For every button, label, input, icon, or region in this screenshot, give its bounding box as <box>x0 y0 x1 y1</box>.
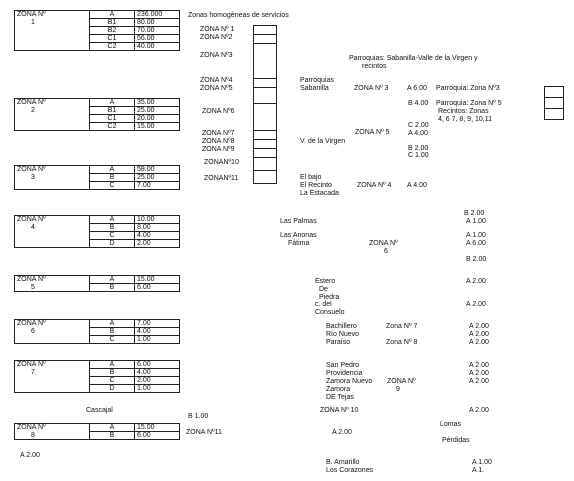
value-a: A 2.00 <box>469 323 489 330</box>
zone-label-3: ZONA Nº3 <box>200 52 233 59</box>
page-heading: Zonas homogéneas de servicios <box>188 12 289 19</box>
estero-label: Estero <box>315 278 336 285</box>
box-cell <box>254 26 277 35</box>
zone-cell <box>15 27 90 35</box>
table-row <box>15 182 180 190</box>
value-b: B 2.00 <box>466 256 487 263</box>
table-row <box>15 328 180 336</box>
value-a: A 2.00 <box>469 407 489 414</box>
value-cell: 4.00 <box>135 328 180 336</box>
table-row <box>15 276 180 284</box>
zone-cell: 8 <box>15 432 90 440</box>
value-cell: 2.00 <box>135 240 180 248</box>
value-a: A 2.00 <box>469 378 489 385</box>
class-cell: B <box>90 284 135 292</box>
zone-table <box>14 360 180 393</box>
fatima-label: Fátima <box>288 240 310 247</box>
box-cell <box>254 158 277 171</box>
zona5-label: ZONA Nº 5 <box>355 129 390 136</box>
class-cell: C <box>90 336 135 344</box>
value-b: B 2.00 <box>464 210 485 217</box>
class-cell: B <box>90 369 135 377</box>
las-palmas-label: Las Palmas <box>280 218 317 225</box>
zone-cell: 4 <box>15 224 90 232</box>
class-cell: A <box>90 11 135 19</box>
box-cell <box>254 171 277 184</box>
rio-nuevo-label: Río Nuevo <box>326 331 360 338</box>
value-a: A 2.00 <box>20 452 40 459</box>
value-b: B 4.00 <box>408 100 429 107</box>
value-cell: 70.00 <box>135 27 180 35</box>
zone-cell <box>15 385 90 393</box>
value-a: A 4.00 <box>407 182 427 189</box>
value-a: A 1.00 <box>466 218 486 225</box>
table-row <box>15 115 180 123</box>
value-b: B 1.00 <box>188 413 209 420</box>
table-row <box>15 369 180 377</box>
value-cell: 15.00 <box>135 424 180 432</box>
value-cell: 56.00 <box>135 35 180 43</box>
value-a: A 2.00 <box>466 278 486 285</box>
piedra-label: Piedra <box>319 294 340 301</box>
zone-cell: ZONA Nº <box>15 424 90 432</box>
class-cell: C2 <box>90 43 135 51</box>
table-row <box>15 11 180 19</box>
zona10-label: ZONA Nº 10 <box>320 407 359 414</box>
parroquia-zona5: Parroquia: Zona Nº 5 <box>436 100 502 107</box>
zone-cell: 3 <box>15 174 90 182</box>
value-a: A 2.00 <box>469 362 489 369</box>
class-cell: C1 <box>90 115 135 123</box>
table-row <box>15 432 180 440</box>
value-cell: 7.00 <box>135 182 180 190</box>
table-row <box>15 284 180 292</box>
box-cell <box>254 79 277 88</box>
value-a: A 4.00 <box>408 130 428 137</box>
class-cell: C <box>90 232 135 240</box>
zone-cell <box>15 182 90 190</box>
zone-table <box>14 423 180 440</box>
table-row <box>15 35 180 43</box>
value-b: B 2.00 <box>408 145 429 152</box>
value-cell: 4.00 <box>135 369 180 377</box>
zone-cell: ZONA Nº <box>15 361 90 369</box>
zone-cell: ZONA Nº <box>15 99 90 107</box>
zona7-label: Zona Nº 7 <box>386 323 418 330</box>
san-pedro-label: San Pedro <box>326 362 360 369</box>
valle-label: V. de la Virgen <box>300 138 346 145</box>
value-a: A 2.00 <box>469 331 489 338</box>
table-row <box>15 377 180 385</box>
recintos-label: Recintos: Zonas <box>438 108 489 115</box>
zone-label-8: ZONA Nº8 <box>202 138 235 145</box>
zone-cell: ZONA Nº <box>15 11 90 19</box>
zone-label-11: ZONANº11 <box>204 175 239 182</box>
box-cell <box>545 109 564 120</box>
class-cell: A <box>90 99 135 107</box>
parish-note: Parroquias: Sabanilla-Valle de la Virgen y <box>349 55 478 62</box>
las-anonas-label: Las Anonas <box>280 232 317 239</box>
class-cell: C1 <box>90 35 135 43</box>
consuelo-label: Consuelo <box>315 309 345 316</box>
table-row <box>15 240 180 248</box>
value-cell: 2.00 <box>135 377 180 385</box>
zone-box-column <box>253 25 277 184</box>
class-cell: B <box>90 224 135 232</box>
zone-table <box>14 10 180 51</box>
class-cell: A <box>90 216 135 224</box>
value-cell: 15.00 <box>135 276 180 284</box>
value-a: A 1.00 <box>466 232 486 239</box>
class-cell: C <box>90 377 135 385</box>
value-cell: 6.00 <box>135 284 180 292</box>
bachillero-label: Bachillero <box>326 323 357 330</box>
value-cell: 6.00 <box>135 361 180 369</box>
table-row <box>15 43 180 51</box>
box-cell <box>545 87 564 98</box>
class-cell: C <box>90 182 135 190</box>
zone-table <box>14 275 180 292</box>
zone-cell: 2 <box>15 107 90 115</box>
parroquia-zona3: Parroquia: Zona Nº3 <box>436 85 500 92</box>
table-row <box>15 424 180 432</box>
zona9-label: ZONA Nº <box>387 378 416 385</box>
value-cell: 6.00 <box>135 432 180 440</box>
value-a: A 2.00 <box>466 301 486 308</box>
table-row <box>15 224 180 232</box>
table-row <box>15 216 180 224</box>
value-cell: 35.00 <box>135 99 180 107</box>
value-a: A 2.00 <box>469 339 489 346</box>
value-cell: 20.00 <box>135 115 180 123</box>
box-cell <box>254 131 277 140</box>
box-cell <box>254 35 277 44</box>
paraiso-label: Paraíso <box>326 339 351 346</box>
zona6-number: 6 <box>384 248 388 255</box>
zamora-label: Zamora <box>326 386 351 393</box>
box-cell <box>254 149 277 158</box>
class-cell: B2 <box>90 27 135 35</box>
value-a: A 6.00 <box>407 85 427 92</box>
zamora-nuevo-label: Zamora Nuevo <box>326 378 373 385</box>
zone-label-7: ZONA Nº7 <box>202 130 235 137</box>
de-label: De <box>319 286 328 293</box>
zone-cell: ZONA Nº <box>15 216 90 224</box>
value-cell: 1.00 <box>135 385 180 393</box>
b-amarillo-label: B. Amarillo <box>326 459 360 466</box>
zone-label-9: ZONA Nº9 <box>202 146 235 153</box>
value-cell: 80.00 <box>135 19 180 27</box>
table-row <box>15 336 180 344</box>
cascajal-label: Cascajal <box>86 407 113 414</box>
value-cell: 236.000 <box>135 11 180 19</box>
table-row <box>15 19 180 27</box>
box-cell <box>254 140 277 149</box>
zona9-number: 9 <box>396 386 400 393</box>
zone-cell: 5 <box>15 284 90 292</box>
providencia-label: Providencia <box>326 370 363 377</box>
c-del-label: c. del <box>315 301 332 308</box>
zone-cell <box>15 240 90 248</box>
box-cell <box>254 104 277 131</box>
class-cell: D <box>90 240 135 248</box>
zone-table <box>14 319 180 344</box>
table-row <box>15 320 180 328</box>
table-row <box>15 166 180 174</box>
table-row <box>15 99 180 107</box>
value-cell: 40.00 <box>135 43 180 51</box>
value-c: C 2.00 <box>408 122 429 129</box>
class-cell: A <box>90 424 135 432</box>
value-cell: 25.00 <box>135 174 180 182</box>
perdidas-label: Pérdidas <box>442 437 470 444</box>
value-cell: 1.00 <box>135 336 180 344</box>
table-row <box>15 385 180 393</box>
zone-cell: ZONA Nº <box>15 276 90 284</box>
zone-cell: 7 <box>15 369 90 377</box>
box-cell <box>254 88 277 104</box>
zone-table <box>14 98 180 131</box>
recintos-list: 4, 6 7, 8, 9, 10,11 <box>438 116 492 123</box>
class-cell: D <box>90 385 135 393</box>
value-a: A 1. <box>472 467 485 474</box>
zona11-label: ZONA Nº11 <box>186 429 222 436</box>
value-a: A 6.00 <box>466 240 486 247</box>
value-cell: 58.00 <box>135 166 180 174</box>
la-estacada-label: La Estacada <box>300 190 339 197</box>
zone-cell: ZONA Nº <box>15 320 90 328</box>
zone-label-2: ZONA Nº2 <box>200 34 233 41</box>
class-cell: A <box>90 320 135 328</box>
table-row <box>15 27 180 35</box>
table-row <box>15 361 180 369</box>
zone-cell: 1 <box>15 19 90 27</box>
de-tejas-label: DE Tejas <box>326 394 354 401</box>
box-cell <box>545 98 564 109</box>
zone-label-4: ZONA Nº4 <box>200 77 233 84</box>
value-cell: 8.00 <box>135 224 180 232</box>
el-bajo-label: El bajo <box>300 174 322 181</box>
table-row <box>15 174 180 182</box>
class-cell: A <box>90 276 135 284</box>
los-corazones-label: Los Corazones <box>326 467 374 474</box>
zone-cell <box>15 232 90 240</box>
value-cell: 25.00 <box>135 107 180 115</box>
zone-cell <box>15 123 90 131</box>
parish-note-cont: recintos <box>362 63 387 70</box>
value-c: C 1.00 <box>408 152 429 159</box>
value-a: A 2.00 <box>469 370 489 377</box>
value-cell: 10.00 <box>135 216 180 224</box>
class-cell: B1 <box>90 107 135 115</box>
table-row <box>15 232 180 240</box>
sabanilla-label: Sabanilla <box>300 85 329 92</box>
zone-label-1: ZONA Nº 1 <box>200 26 235 33</box>
class-cell: A <box>90 166 135 174</box>
value-a: A 1.00 <box>472 459 492 466</box>
table-row <box>15 107 180 115</box>
zone-cell: 6 <box>15 328 90 336</box>
zona4-label: ZONA Nº 4 <box>357 182 392 189</box>
zone-cell <box>15 377 90 385</box>
zone-cell <box>15 115 90 123</box>
zone-table <box>14 165 180 190</box>
class-cell: A <box>90 361 135 369</box>
value-cell: 7.00 <box>135 320 180 328</box>
zona6-label: ZONA Nº <box>369 240 398 247</box>
zone-cell <box>15 43 90 51</box>
class-cell: C2 <box>90 123 135 131</box>
class-cell: B <box>90 328 135 336</box>
zone-label-10: ZONANº10 <box>204 159 239 166</box>
zona3-label: ZONA Nº 3 <box>354 85 389 92</box>
value-cell: 15.00 <box>135 123 180 131</box>
lomas-label: Lomas <box>440 421 462 428</box>
value-a: A 2.00 <box>332 429 352 436</box>
parroquias-label: Parroquias <box>300 77 334 84</box>
small-box-column <box>544 86 564 120</box>
zone-label-6: ZONA Nº6 <box>202 108 235 115</box>
zone-cell: ZONA Nº <box>15 166 90 174</box>
box-cell <box>254 44 277 79</box>
table-row <box>15 123 180 131</box>
class-cell: B <box>90 174 135 182</box>
zone-label-5: ZONA Nº5 <box>200 85 233 92</box>
class-cell: B <box>90 432 135 440</box>
zone-table <box>14 215 180 248</box>
zona8-label: Zona Nº 8 <box>386 339 418 346</box>
value-cell: 4.00 <box>135 232 180 240</box>
zone-cell <box>15 35 90 43</box>
class-cell: B1 <box>90 19 135 27</box>
zone-cell <box>15 336 90 344</box>
el-recinto-label: El Recinto <box>300 182 332 189</box>
